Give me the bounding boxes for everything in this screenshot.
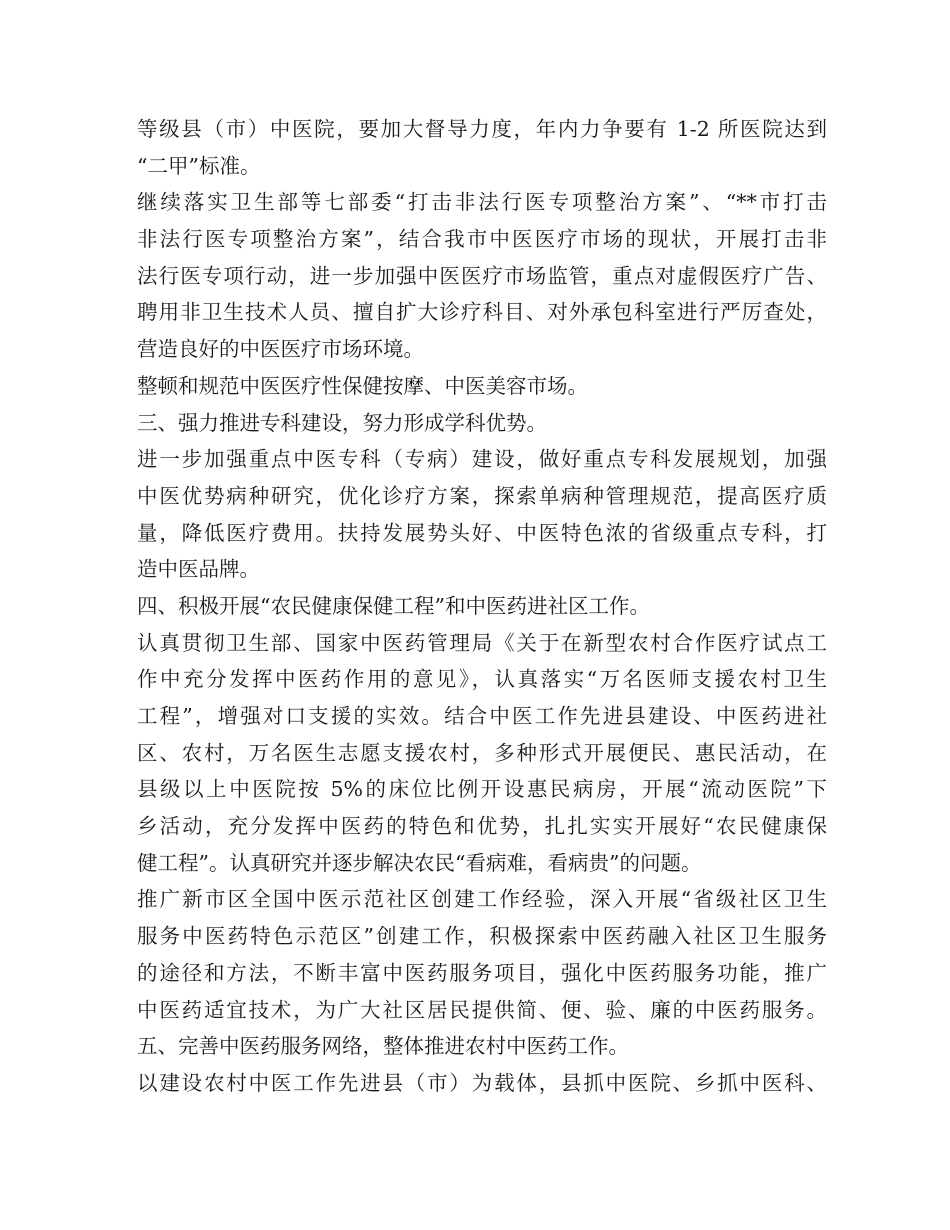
text-line: 作中充分发挥中医药作用的意见》，认真落实“万名医师支援农村卫生 <box>137 667 827 692</box>
text-line: 区、农村，万名医生志愿支援农村，多种形式开展便民、惠民活动，在 <box>137 740 827 765</box>
text-line: 中医优势病种研究，优化诊疗方案，探索单病种管理规范，提高医疗质 <box>137 483 827 508</box>
text-line: 营造良好的中医医疗市场环境。 <box>137 337 424 362</box>
text-line: 造中医品牌。 <box>137 557 260 582</box>
text-line: “二甲”标准。 <box>137 153 261 178</box>
text-line: 工程”，增强对口支援的实效。结合中医工作先进县建设、中医药进社 <box>137 704 827 728</box>
text-line: 的途径和方法，不断丰富中医药服务项目，强化中医药服务功能，推广 <box>137 960 827 985</box>
text-line: 认真贯彻卫生部、国家中医药管理局《关于在新型农村合作医疗试点工 <box>137 630 827 655</box>
text-line: 乡活动，充分发挥中医药的特色和优势，扎扎实实开展好“农民健康保 <box>137 814 827 839</box>
text-line: 推广新市区全国中医示范社区创建工作经验，深入开展“省级社区卫生 <box>137 887 827 912</box>
text-line: 整顿和规范中医医疗性保健按摩、中医美容市场。 <box>137 373 588 398</box>
text-line: 等级县（市）中医院，要加大督导力度，年内力争要有 1-2 所医院达到 <box>137 117 827 141</box>
text-line: 量，降低医疗费用。扶持发展势头好、中医特色浓的省级重点专科，打 <box>137 520 827 545</box>
text-line: 继续落实卫生部等七部委“打击非法行医专项整治方案”、“**市打击 <box>137 190 827 215</box>
text-line: 法行医专项行动，进一步加强中医医疗市场监管，重点对虚假医疗广告、 <box>137 263 827 288</box>
document-body <box>137 111 827 1102</box>
text-line: 中医药适宜技术，为广大社区居民提供简、便、验、廉的中医药服务。 <box>137 997 827 1022</box>
text-line: 进一步加强重点中医专科（专病）建设，做好重点专科发展规划，加强 <box>137 447 827 472</box>
text-line: 县级以上中医院按 5%的床位比例开设惠民病房，开展“流动医院”下 <box>137 777 827 802</box>
section-heading: 五、完善中医药服务网络，整体推进农村中医药工作。 <box>137 1034 629 1059</box>
text-line: 以建设农村中医工作先进县（市）为载体，县抓中医院、乡抓中医科、 <box>137 1070 827 1095</box>
text-line: 非法行医专项整治方案”，结合我市中医医疗市场的现状，开展打击非 <box>137 227 827 252</box>
section-heading: 四、积极开展“农民健康保健工程”和中医药进社区工作。 <box>137 593 650 618</box>
text-line: 服务中医药特色示范区”创建工作，积极探索中医药融入社区卫生服务 <box>137 924 827 949</box>
section-heading: 三、强力推进专科建设，努力形成学科优势。 <box>137 410 547 435</box>
text-line: 聘用非卫生技术人员、擅自扩大诊疗科目、对外承包科室进行严厉查处， <box>137 300 827 325</box>
text-line: 健工程”。认真研究并逐步解决农民“看病难，看病贵”的问题。 <box>137 850 702 875</box>
